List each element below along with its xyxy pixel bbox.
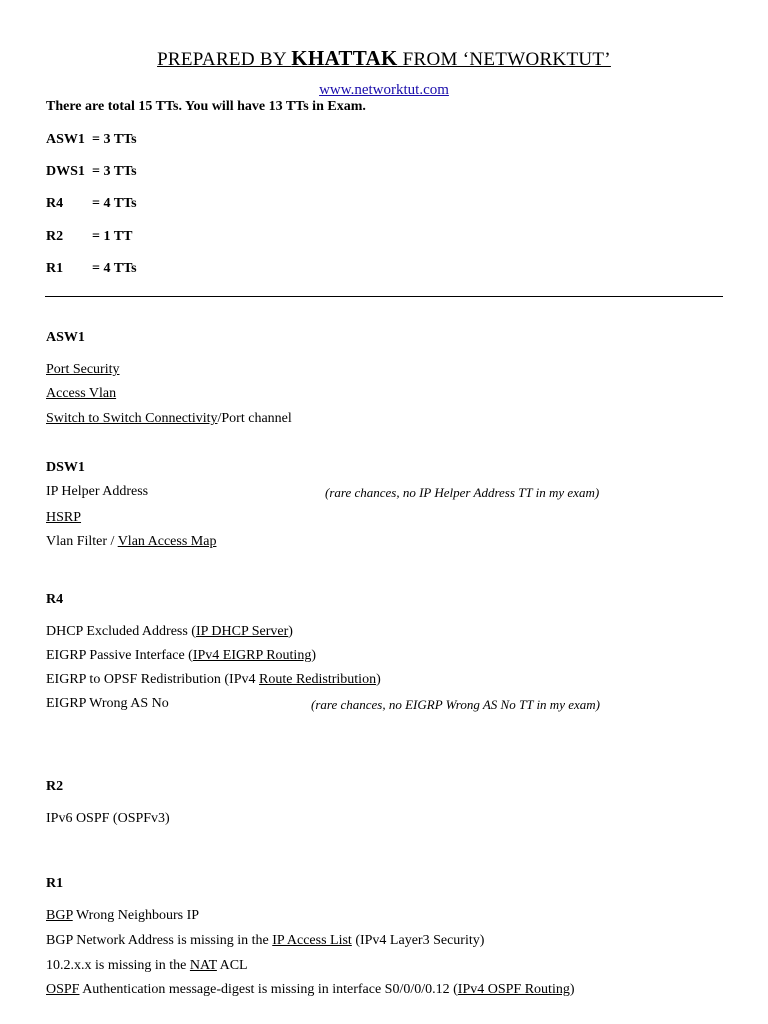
r1-item-ospf-auth [46,982,575,998]
summary-row-r4 [46,196,137,212]
note-eigrp-wrong-as: (rare chances, no EIGRP Wrong AS No TT in my exam) [311,697,600,712]
item-text: BGP Network Address is missing in the [46,933,273,948]
item-text: (IPv4 Layer3 Security) [351,933,485,948]
summary-device: ASW1 [46,132,85,147]
r2-item-ipv6-ospf: IPv6 OSPF (OSPFv3) [46,811,170,826]
summary-device: R1 [46,261,64,276]
link-nat[interactable]: NAT [189,958,217,973]
link-port-security[interactable]: Port Security [46,362,120,377]
item-text: ) [569,982,575,997]
r1-item-bgp-neighbours [46,908,199,924]
link-ipv4-ospf-routing[interactable]: IPv4 OSPF Routing [457,982,570,997]
summary-row-asw1 [46,132,137,148]
note-ip-helper: (rare chances, no IP Helper Address TT in my exam) [325,485,600,500]
item-text: ) [288,624,293,639]
r4-item-dhcp [46,624,293,640]
summary-count: = 4 TTs [92,196,137,211]
link-switch-connectivity[interactable]: Switch to Switch Connectivity [46,411,218,426]
link-hsrp[interactable]: HSRP [46,510,82,525]
link-ipv4-eigrp-routing[interactable]: IPv4 EIGRP Routing [192,648,312,663]
link-ospf[interactable]: OSPF [46,982,80,997]
link-bgp[interactable]: BGP [46,908,73,923]
r4-item-eigrp-passive [46,648,316,664]
link-ip-access-list[interactable]: IP Access List [272,933,352,948]
title-prefix: PREPARED BY [157,49,292,70]
item-text: EIGRP Passive Interface ( [46,648,193,663]
item-text: ) [311,648,316,663]
section-heading-r4: R4 [46,592,64,607]
item-text: /Port channel [217,411,292,426]
section-heading-dsw1: DSW1 [46,460,85,475]
summary-device: R2 [46,229,64,244]
intro-text: There are total 15 TTs. You will have 13 TTs in Exam. [46,99,366,114]
title-suffix: FROM ‘NETWORKTUT’ [397,49,611,70]
r4-item-eigrp-wrong-as: EIGRP Wrong AS No [46,696,169,711]
item-text: Authentication message-digest is missing in interface S0/0/0/0.12 ( [79,982,458,997]
title-author: KHATTAK [291,46,398,70]
summary-count: = 3 TTs [92,132,137,147]
summary-row-r2 [46,229,132,245]
summary-count: = 1 TT [92,229,133,244]
summary-row-dws1 [46,164,137,180]
summary-count: = 4 TTs [92,261,137,276]
item-text: Wrong Neighbours IP [72,908,200,923]
page-title [0,46,768,71]
dsw1-item-vlan-filter [46,534,216,550]
r1-item-bgp-network [46,933,484,949]
website-link[interactable]: www.networktut.com [319,82,449,98]
asw1-item-connectivity [46,411,292,427]
summary-device: DWS1 [46,164,85,179]
section-heading-asw1: ASW1 [46,330,85,345]
summary-device: R4 [46,196,64,211]
r1-item-nat [46,958,248,974]
item-text: ACL [216,958,248,973]
summary-row-r1 [46,261,137,277]
item-text: Vlan Filter / [46,534,118,549]
item-text: ) [376,672,381,687]
section-heading-r1: R1 [46,876,64,891]
link-access-vlan[interactable]: Access Vlan [46,386,117,401]
dsw1-item-ip-helper: IP Helper Address [46,484,149,499]
link-ip-dhcp-server[interactable]: IP DHCP Server [195,624,289,639]
link-vlan-access-map[interactable]: Vlan Access Map [117,534,217,549]
r4-item-redistribution [46,672,381,688]
horizontal-divider [45,296,723,297]
item-text: 10.2.x.x is missing in the [46,958,190,973]
section-heading-r2: R2 [46,779,64,794]
summary-count: = 3 TTs [92,164,137,179]
link-route-redistribution[interactable]: Route Redistribution [259,672,377,687]
item-text: EIGRP to OPSF Redistribution (IPv4 [46,672,260,687]
item-text: DHCP Excluded Address ( [46,624,196,639]
